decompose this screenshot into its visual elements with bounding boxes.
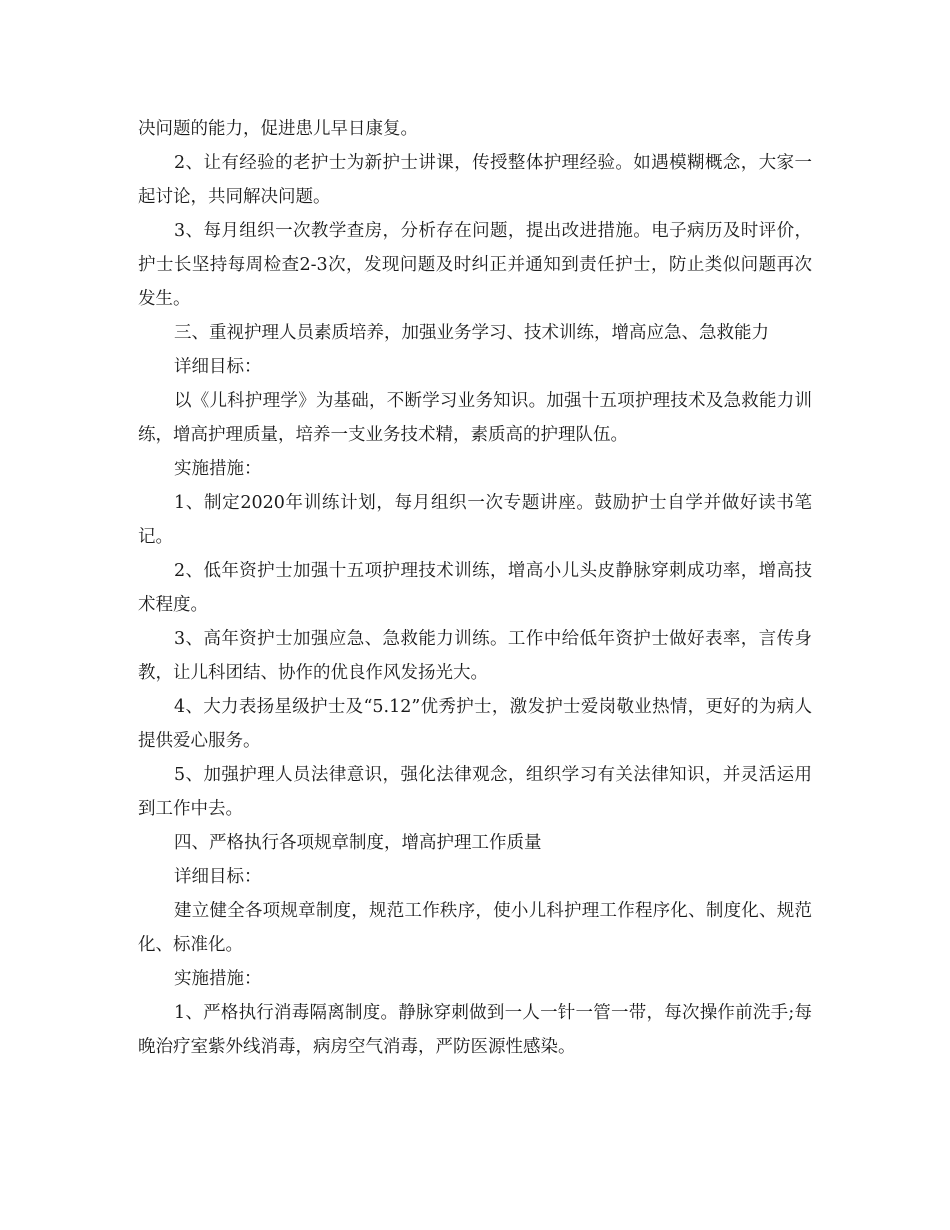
paragraph-item-2-lecture: 2、让有经验的老护士为新护士讲课，传授整体护理经验。如遇模糊概念，大家一起讨论，共同解决问题。	[138, 153, 812, 207]
paragraph-item-3-ward-round: 3、每月组织一次教学查房，分析存在问题，提出改进措施。电子病历及时评价，护士长坚持每周检查2-3次，发现问题及时纠正并通知到责任护士，防止类似问题再次发生。	[138, 221, 812, 309]
measure-item-3: 3、高年资护士加强应急、急救能力训练。工作中给低年资护士做好表率，言传身教，让儿科团结、协作的优良作风发扬光大。	[138, 629, 812, 683]
measure-item-1-disinfection: 1、严格执行消毒隔离制度。静脉穿刺做到一人一针一管一带，每次操作前洗手;每晚治疗室紫外线消毒，病房空气消毒，严防医源性感染。	[138, 1003, 812, 1057]
document-body	[138, 112, 812, 1064]
detailed-goal-label-2: 详细目标：	[174, 867, 262, 887]
section-heading-3: 三、重视护理人员素质培养，加强业务学习、技术训练，增高应急、急救能力	[174, 323, 769, 343]
measure-item-1: 1、制定2020年训练计划，每月组织一次专题讲座。鼓励护士自学并做好读书笔记。	[138, 493, 812, 547]
detailed-goal-label: 详细目标：	[174, 357, 262, 377]
detailed-goal-text: 以《儿科护理学》为基础，不断学习业务知识。加强十五项护理技术及急救能力训练，增高护理质量，培养一支业务技术精，素质高的护理队伍。	[138, 391, 812, 445]
section-heading-4: 四、严格执行各项规章制度，增高护理工作质量	[174, 833, 542, 853]
detailed-goal-text-2: 建立健全各项规章制度，规范工作秩序，使小儿科护理工作程序化、制度化、规范化、标准化。	[138, 901, 812, 955]
measures-label: 实施措施：	[174, 459, 262, 479]
measure-item-2: 2、低年资护士加强十五项护理技术训练，增高小儿头皮静脉穿刺成功率，增高技术程度。	[138, 561, 812, 615]
measure-item-5: 5、加强护理人员法律意识，强化法律观念，组织学习有关法律知识，并灵活运用到工作中去。	[138, 765, 812, 819]
measure-item-4: 4、大力表扬星级护士及“5.12”优秀护士，激发护士爱岗敬业热情，更好的为病人提供爱心服务。	[138, 697, 812, 751]
paragraph-continuation: 决问题的能力，促进患儿早日康复。	[138, 119, 418, 139]
measures-label-2: 实施措施：	[174, 969, 262, 989]
